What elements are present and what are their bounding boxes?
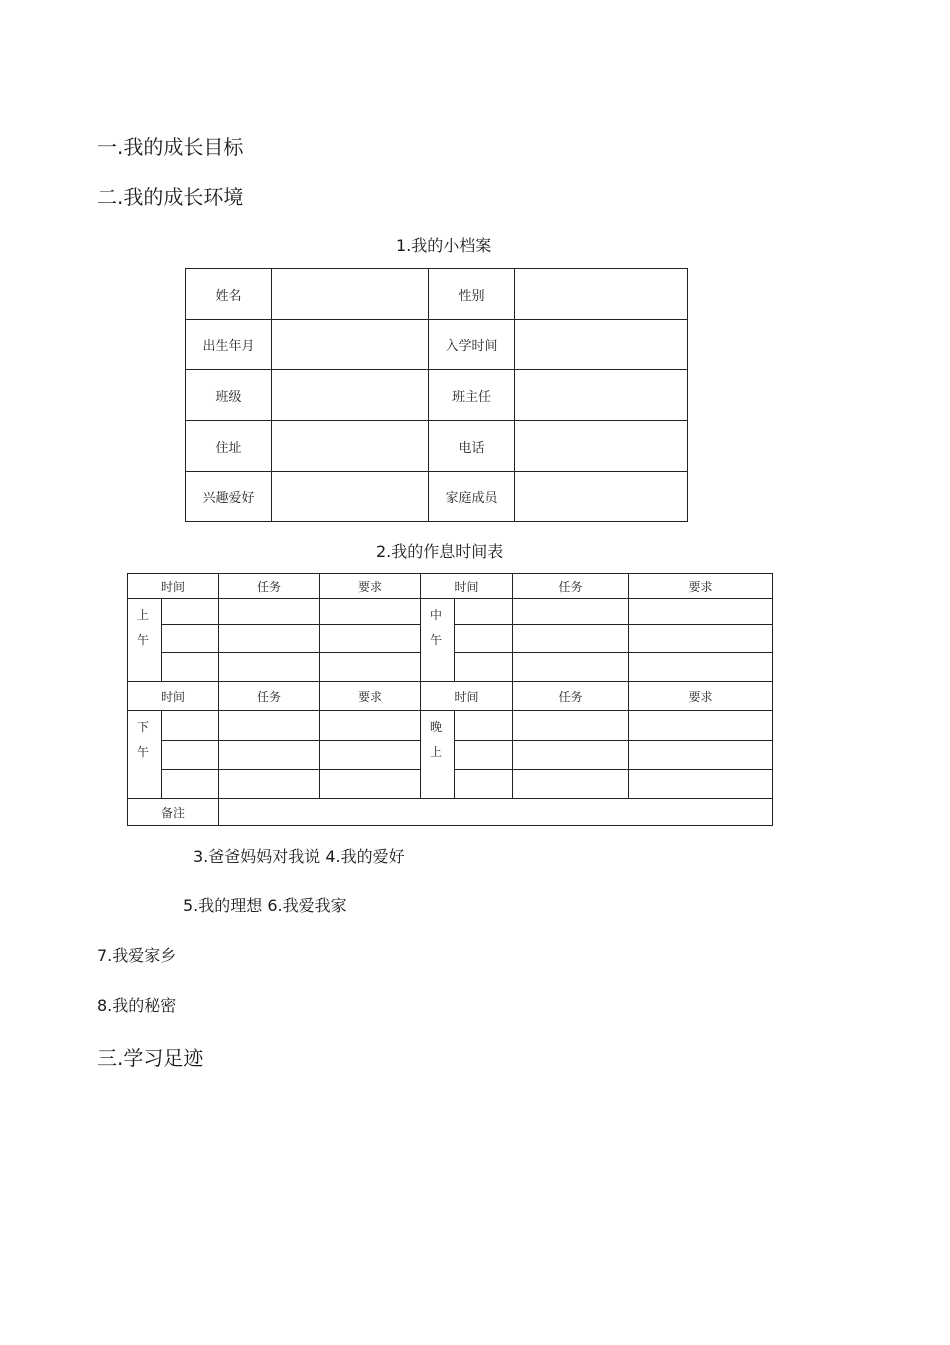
section-heading-environment: 二.我的成长环境 bbox=[97, 185, 244, 209]
schedule-cell[interactable] bbox=[455, 770, 513, 799]
schedule-cell[interactable] bbox=[320, 711, 421, 741]
schedule-cell[interactable] bbox=[629, 599, 773, 625]
schedule-cell[interactable] bbox=[455, 625, 513, 653]
schedule-header: 任务 bbox=[513, 574, 629, 599]
schedule-cell[interactable] bbox=[455, 741, 513, 770]
schedule-title: 2.我的作息时间表 bbox=[376, 542, 504, 561]
schedule-header: 任务 bbox=[219, 682, 320, 711]
schedule-header: 时间 bbox=[128, 682, 219, 711]
schedule-cell[interactable] bbox=[513, 599, 629, 625]
schedule-header: 要求 bbox=[629, 574, 773, 599]
profile-value-cell[interactable] bbox=[515, 320, 688, 370]
schedule-cell[interactable] bbox=[629, 653, 773, 682]
schedule-cell[interactable] bbox=[320, 625, 421, 653]
profile-label: 班主任 bbox=[429, 370, 515, 421]
section-heading-goals: 一.我的成长目标 bbox=[97, 135, 244, 159]
profile-label: 入学时间 bbox=[429, 320, 515, 370]
schedule-cell[interactable] bbox=[320, 653, 421, 682]
schedule-cell[interactable] bbox=[320, 741, 421, 770]
schedule-cell[interactable] bbox=[162, 770, 219, 799]
section-heading-learning: 三.学习足迹 bbox=[97, 1046, 204, 1070]
profile-label: 出生年月 bbox=[186, 320, 272, 370]
schedule-cell[interactable] bbox=[219, 770, 320, 799]
profile-table bbox=[185, 268, 688, 522]
schedule-cell[interactable] bbox=[629, 625, 773, 653]
schedule-cell[interactable] bbox=[629, 711, 773, 741]
schedule-header: 要求 bbox=[320, 682, 421, 711]
schedule-header: 要求 bbox=[320, 574, 421, 599]
item-line-parents-hobbies: 3.爸爸妈妈对我说 4.我的爱好 bbox=[193, 847, 405, 866]
schedule-table bbox=[127, 573, 773, 826]
schedule-header: 时间 bbox=[421, 682, 513, 711]
profile-label: 性别 bbox=[429, 269, 515, 320]
period-label-evening: 晚 上 bbox=[421, 711, 455, 799]
schedule-cell[interactable] bbox=[629, 741, 773, 770]
schedule-cell[interactable] bbox=[162, 741, 219, 770]
schedule-cell[interactable] bbox=[162, 711, 219, 741]
item-line-hometown: 7.我爱家乡 bbox=[97, 946, 177, 965]
item-line-dream-home: 5.我的理想 6.我爱我家 bbox=[183, 896, 347, 915]
schedule-header: 任务 bbox=[219, 574, 320, 599]
schedule-cell[interactable] bbox=[455, 711, 513, 741]
item-line-secret: 8.我的秘密 bbox=[97, 996, 177, 1015]
period-label-morning: 上 午 bbox=[128, 599, 162, 682]
profile-label: 住址 bbox=[186, 421, 272, 472]
schedule-cell[interactable] bbox=[455, 599, 513, 625]
profile-value-cell[interactable] bbox=[515, 472, 688, 522]
schedule-cell[interactable] bbox=[513, 625, 629, 653]
profile-value-cell[interactable] bbox=[272, 269, 429, 320]
schedule-cell[interactable] bbox=[219, 599, 320, 625]
period-label-noon: 中 午 bbox=[421, 599, 455, 682]
period-label-afternoon: 下 午 bbox=[128, 711, 162, 799]
profile-value-cell[interactable] bbox=[515, 370, 688, 421]
schedule-cell[interactable] bbox=[320, 599, 421, 625]
schedule-cell[interactable] bbox=[219, 741, 320, 770]
profile-value-cell[interactable] bbox=[515, 421, 688, 472]
schedule-cell[interactable] bbox=[455, 653, 513, 682]
schedule-cell[interactable] bbox=[162, 625, 219, 653]
schedule-header: 任务 bbox=[513, 682, 629, 711]
schedule-header: 时间 bbox=[128, 574, 219, 599]
schedule-cell[interactable] bbox=[219, 653, 320, 682]
schedule-cell[interactable] bbox=[513, 770, 629, 799]
profile-title: 1.我的小档案 bbox=[396, 236, 492, 255]
schedule-cell[interactable] bbox=[513, 711, 629, 741]
profile-label: 兴趣爱好 bbox=[186, 472, 272, 522]
schedule-header: 时间 bbox=[421, 574, 513, 599]
schedule-cell[interactable] bbox=[513, 653, 629, 682]
profile-value-cell[interactable] bbox=[272, 421, 429, 472]
profile-label: 家庭成员 bbox=[429, 472, 515, 522]
profile-label: 姓名 bbox=[186, 269, 272, 320]
schedule-cell[interactable] bbox=[162, 653, 219, 682]
profile-value-cell[interactable] bbox=[515, 269, 688, 320]
profile-label: 电话 bbox=[429, 421, 515, 472]
profile-value-cell[interactable] bbox=[272, 472, 429, 522]
remarks-cell[interactable] bbox=[219, 799, 773, 826]
schedule-cell[interactable] bbox=[219, 625, 320, 653]
profile-label: 班级 bbox=[186, 370, 272, 421]
remarks-label: 备注 bbox=[128, 799, 219, 826]
profile-value-cell[interactable] bbox=[272, 320, 429, 370]
schedule-cell[interactable] bbox=[219, 711, 320, 741]
schedule-cell[interactable] bbox=[513, 741, 629, 770]
schedule-header: 要求 bbox=[629, 682, 773, 711]
profile-value-cell[interactable] bbox=[272, 370, 429, 421]
schedule-cell[interactable] bbox=[320, 770, 421, 799]
schedule-cell[interactable] bbox=[629, 770, 773, 799]
schedule-cell[interactable] bbox=[162, 599, 219, 625]
